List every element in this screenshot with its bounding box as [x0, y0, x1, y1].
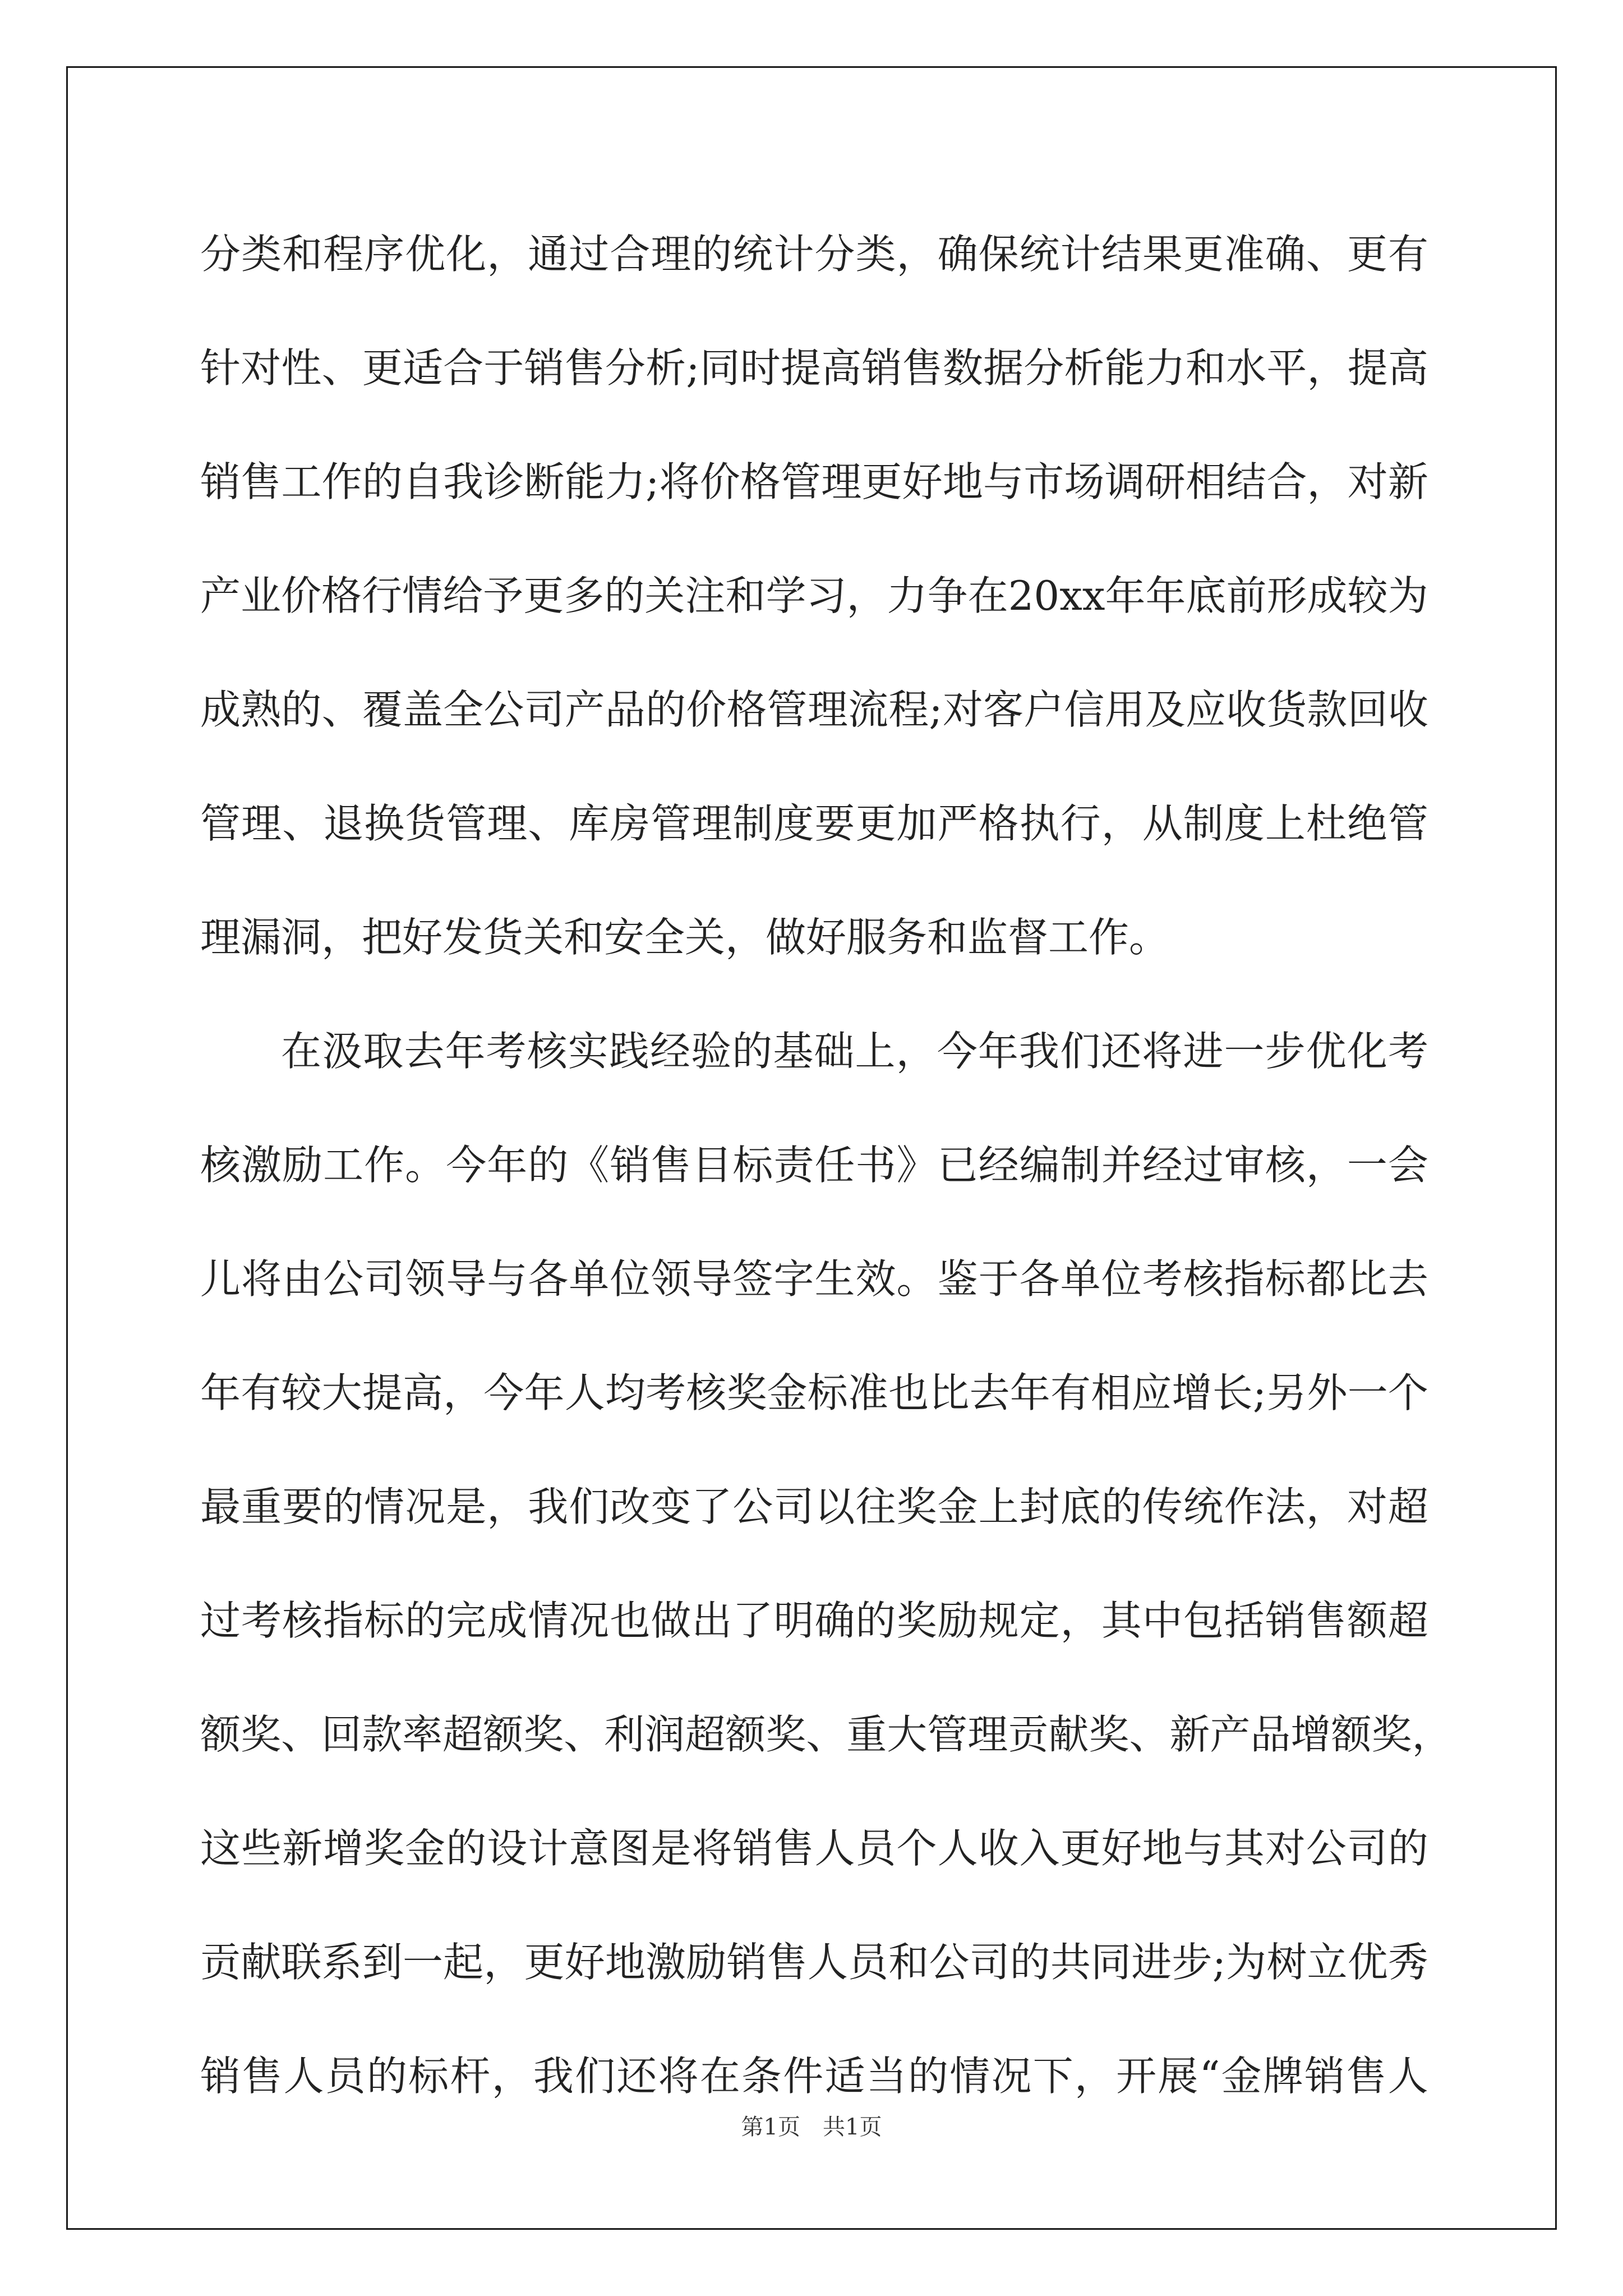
text-line: 成 熟 的 、 覆 盖 全 公 司 产 品 的 价 格 管 理 流 程 ; 对 客 户 信 用 及 应 收 货 款 回 收 [200, 686, 1428, 733]
text-line: 核 激 励 工 作 。 今 年 的 《 销 售 目 标 责 任 书 》 已 经 编 制 并 经 过 审 核 ， 一 会 [200, 1142, 1428, 1189]
text-line: 分 类 和 程 序 优 化 ， 通 过 合 理 的 统 计 分 类 ， 确 保 统 计 结 果 更 准 确 、 更 有 [200, 231, 1428, 278]
text-line: 额 奖 、 回 款 率 超 额 奖 、 利 润 超 额 奖 、 重 大 管 理 贡 献 奖 、 新 产 品 增 额 奖 ， [200, 1711, 1453, 1758]
text-line: 理漏洞，把好发货关和安全关，做好服务和监督工作。 [200, 914, 1170, 961]
text-line: 最 重 要 的 情 况 是 ， 我 们 改 变 了 公 司 以 往 奖 金 上 封 底 的 传 统 作 法 ， 对 超 [200, 1483, 1428, 1530]
text-line: 贡 献 联 系 到 一 起 ， 更 好 地 激 励 销 售 人 员 和 公 司 的 共 同 进 步 ; 为 树 立 优 秀 [200, 1939, 1428, 1986]
text-line: 儿 将 由 公 司 领 导 与 各 单 位 领 导 签 字 生 效 。 鉴 于 各 单 位 考 核 指 标 都 比 去 [200, 1255, 1428, 1303]
text-line: 年 有 较 大 提 高 ， 今 年 人 均 考 核 奖 金 标 准 也 比 去 年 有 相 应 增 长 ; 另 外 一 个 [200, 1369, 1428, 1416]
text-line: 这 些 新 增 奖 金 的 设 计 意 图 是 将 销 售 人 员 个 人 收 入 更 好 地 与 其 对 公 司 的 [200, 1825, 1428, 1872]
text-line: 销 售 工 作 的 自 我 诊 断 能 力 ; 将 价 格 管 理 更 好 地 与 市 场 调 研 相 结 合 ， 对 新 [200, 458, 1428, 505]
text-line: 在 汲 取 去 年 考 核 实 践 经 验 的 基 础 上 ， 今 年 我 们 还 将 进 一 步 优 化 考 [281, 1028, 1428, 1075]
text-line: 针 对 性 、 更 适 合 于 销 售 分 析 ; 同 时 提 高 销 售 数 据 分 析 能 力 和 水 平 ， 提 高 [200, 344, 1428, 392]
page-footer: 第1页 共1页 [741, 2114, 882, 2140]
text-line: 产 业 价 格 行 情 给 予 更 多 的 关 注 和 学 习 ， 力 争 在 20xx 年 年 底 前 形 成 较 为 [200, 572, 1428, 619]
text-line: 管 理 、 退 换 货 管 理 、 库 房 管 理 制 度 要 更 加 严 格 执 行 ， 从 制 度 上 杜 绝 管 [200, 800, 1428, 847]
text-line: 销 售 人 员 的 标 杆 ， 我 们 还 将 在 条 件 适 当 的 情 况 下 ， 开 展 “ 金 牌 销 售 人 [200, 2053, 1428, 2100]
text-line: 过 考 核 指 标 的 完 成 情 况 也 做 出 了 明 确 的 奖 励 规 定 ， 其 中 包 括 销 售 额 超 [200, 1597, 1428, 1644]
document-body [200, 197, 1453, 2133]
